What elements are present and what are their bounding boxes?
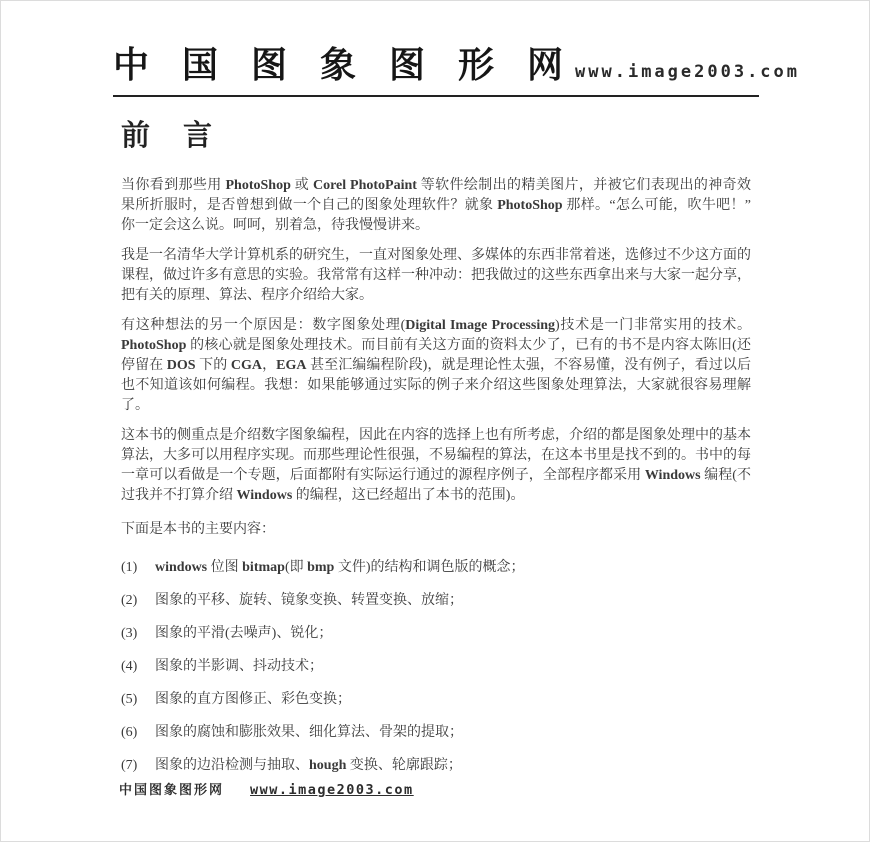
paragraph-intro-photoshop: 当你看到那些用 PhotoShop 或 Corel PhotoPaint 等软件绘制出的精美图片，并被它们表现出的神奇效果所折服时，是否曾想到做一个自己的图象处理软件？就象 PhotoShop 那样。“怎么可能，吹牛吧！”你一定会这么说。呵呵，别着急，待我慢慢讲来。 [121, 178, 752, 233]
list-item-number: (2) [121, 593, 138, 608]
list-item-text: 图象的平滑(去噪声)、锐化； [155, 626, 333, 641]
site-header [1, 1, 869, 97]
list-item-text: 图象的边沿检测与抽取、hough 变换、轮廓跟踪； [155, 758, 462, 773]
footer-site-name: 中国图象图形网 [119, 782, 225, 797]
paragraph-book-focus: 这本书的侧重点是介绍数字图象编程，因此在内容的选择上也有所考虑，介绍的都是图象处理中的基本算法，大多可以用程序实现。而那些理论性很强，不易编程的算法，在这本书里是找不到的。书中的每一章可以看做是一个专题，后面都附有实际运行通过的源程序例子，全部程序都采用 Windows 编程(不过我并不打算介绍 Windows 的编程，这已经超出了本书的范围)。 [121, 428, 751, 503]
list-item-text: windows 位图 bitmap(即 bmp 文件)的结构和调色版的概念； [155, 560, 525, 575]
list-item-text: 图象的腐蚀和膨胀效果、细化算法、骨架的提取； [155, 725, 463, 740]
list-intro: 下面是本书的主要内容： [121, 522, 275, 537]
logo-row [113, 37, 801, 88]
site-logo-calligraphy: 中 国 图 象 图 形 网 [113, 45, 576, 85]
list-item-text: 图象的半影调、抖动技术； [155, 659, 323, 674]
list-item-number: (6) [121, 725, 138, 740]
list-item-text: 图象的直方图修正、彩色变换； [155, 692, 351, 707]
list-item-text: 图象的平移、旋转、镜象变换、转置变换、放缩； [155, 593, 463, 608]
list-item [121, 690, 751, 710]
footer-site-url-link[interactable]: www.image2003.com [250, 782, 414, 798]
list-item [121, 591, 751, 611]
list-item [121, 723, 751, 743]
paragraph-author-background: 我是一名清华大学计算机系的研究生，一直对图象处理、多媒体的东西非常着迷，选修过不少这方面的课程，做过许多有意思的实验。我常常有这样一种冲动：把我做过的这些东西拿出来与大家一起分享，把有关的原理、算法、程序介绍给大家。 [121, 248, 751, 303]
list-item-number: (7) [121, 758, 138, 773]
list-item [121, 756, 751, 776]
list-item-number: (1) [121, 560, 138, 575]
document-content [1, 113, 869, 776]
list-item [121, 657, 751, 677]
list-item-number: (3) [121, 626, 138, 641]
list-item-number: (4) [121, 659, 138, 674]
paragraph-motivation: 有这种想法的另一个原因是：数字图象处理(Digital Image Processing)技术是一门非常实用的技术。PhotoShop 的核心就是图象处理技术。而目前有关这方面的资料太少了，已有的书不是内容太陈旧(还停留在 DOS 下的 CGA，EGA 甚至汇编编程阶段)，就是理论性太强，不容易懂，没有例子，看过以后也不知道该如何编程。我想：如果能够通过实际的例子来介绍这些图象处理算法，大家就很容易理解了。 [121, 318, 752, 413]
list-item [121, 558, 751, 578]
page-title: 前 言 [121, 120, 215, 152]
list-item [121, 624, 751, 644]
header-divider [113, 95, 759, 97]
site-logo-url: www.image2003.com [575, 62, 801, 82]
contents-list [121, 558, 751, 776]
page-footer [119, 779, 414, 798]
list-item-number: (5) [121, 692, 138, 707]
